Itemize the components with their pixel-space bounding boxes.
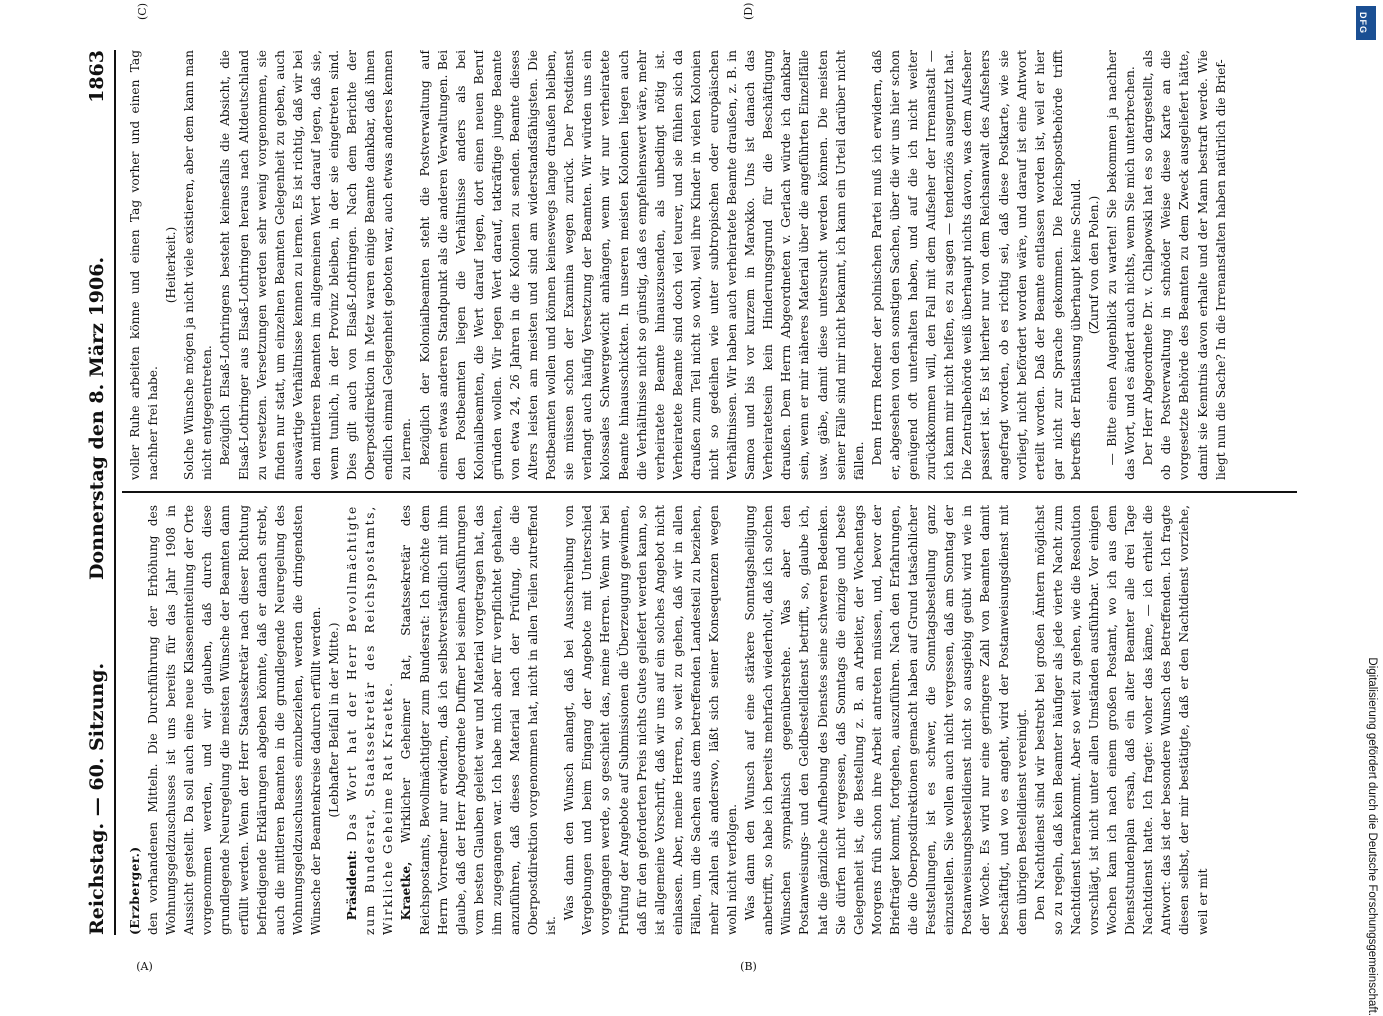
paragraph: Der Herr Abgeordnete Dr. v. Chlapowski hat es so dargestellt, als ob die Postverwaltung in schnöder Weise diese Karte an die vorgesetzte Behörde des Beamten zu dem Zweck ausgeliefert hätte, damit sie Kenntnis davon erhalte und der Mann bestraft werde. Wie liegt nun die Sache? In die Irrenanstalten haben natürlich die Brief-	[1141, 50, 1228, 480]
digitization-credit	[1352, 0, 1380, 1016]
paragraph: Den Nachtdienst sind wir bestrebt bei großen Ämtern möglichst so zu regeln, daß kein Beamter häufiger als jede vierte Nacht zum Nachtdienst herankommt. Aber so weit zu gehen, wie die Resolution vorschlägt, ist nicht unter allen Umständen ausführbar. Vor einigen Wochen kam ich nach einem großen Postamt, wo ich aus dem Dienststundenplan ersah, daß ein alter Beamter alle drei Tage Nachtdienst hatte. Ich fragte: woher das käme, — ich erhielt die Antwort: das ist der besondere Wunsch des Betreffenden. Ich fragte diesen selbst, der mir bestätigte, daß er den Nachtdienst vorziehe, weil er mit	[1032, 505, 1210, 935]
column-divider	[122, 491, 1297, 493]
page-header	[74, 50, 116, 935]
margin-marker-a: (A)	[136, 960, 153, 974]
stage-direction: (Zuruf von den Polen.)	[1086, 195, 1101, 335]
stage-direction: (Heiterkeit.)	[164, 226, 179, 304]
margin-marker-b: (B)	[740, 960, 757, 974]
dfg-logo: DFG	[1356, 6, 1376, 40]
paragraph-text: Wirklicher Geheimer Rat, Staatssekretär des Reichspostamts, Bevollmächtigter zum Bundesrat: Ich möchte dem Herrn Vorredner nur erwidern, daß ich selbstverständlich mit ihm glaube, daß der Herr Abgeordnete Duffner bei seinen Ausführungen vom besten Glauben geleitet war und Material vorgetragen hat, das ihm zugegangen war. Ich habe mich aber für verpflichtet gehalten, anzuführen, daß dieses Material nach der Prüfung, die die Oberpostdirektion vorgenommen hat, nicht in allen Teilen zutreffend ist.	[399, 505, 559, 935]
paragraph: Dem Herrn Redner der polnischen Partei muß ich erwidern, daß er, abgesehen von den sonstigen Sachen, über die wir uns hier schon genügend oft unterhalten haben, und auf die ich nicht weiter zurückkommen will, den Fall mit dem Aufseher der Irrenanstalt — ich kann mir nicht helfen, es zu sagen — tendenziös ausgenutzt hat. Die Zentralbehörde weiß überhaupt nichts davon, was dem Aufseher passiert ist. Es ist hierher nur von dem Reichsanwalt des Aufsehers angefragt worden, ob es richtig sei, daß diese Postkarte, wie sie vorliegt, nicht befördert worden wäre, und darauf ist eine Antwort erteilt worden. Daß der Beamte entlassen worden ist, weil er hier gar nicht zur Sprache gekommen. Die Reichspostbehörde trifft betreffs der Entlassung überhaupt keine Schuld.	[869, 50, 1083, 480]
paragraph: Was dann den Wunsch auf eine stärkere Sonntagsheiligung anbetrifft, so habe ich bereits mehrfach wiederholt, daß ich solchen Wünschen sympathisch gegenüberstehe. Was aber den Postanweisungs- und den Geldbestelldienst betrifft, so, glaube ich, hat die gänzliche Aufhebung des Dienstes seine schweren Bedenken. Sie dürfen nicht vergessen, daß Sonntags die einzige und beste Gelegenheit ist, die Bestellung z. B. an Arbeiter, der Wochentags Morgens früh schon ihre Arbeit antreten müssen, und, bevor der Briefträger kommt, fortgehen, auszuführen. Nach den Erfahrungen, die die Oberpostdirektionen gemacht haben auf Grund tatsächlicher Feststellungen, ist es schwer, die Sonntagsbestellung ganz einzustellen. Sie wollen auch nicht vergessen, daß am Sonntag der Postanweisungsbestelldienst nicht so ausgiebig geübt wird wie in der Woche. Es wird nur eine geringere Zahl von Beamten damit beschäftigt, und wo es angeht, wird der Postanweisungsdienst mit dem übrigen Bestelldienst vereinigt.	[743, 505, 1029, 935]
margin-marker-c: (C)	[136, 3, 149, 20]
kraetke-paragraph	[397, 505, 560, 935]
printed-page	[60, 2, 1305, 974]
speaker-intro: (Erzberger.)	[128, 846, 142, 935]
speaker-label: Präsident:	[345, 850, 360, 921]
speaker-label: Kraetke,	[399, 861, 414, 921]
credit-text: Digitalisierung gefördert durch die Deutsche Forschungsgemeinschaft.	[1366, 657, 1378, 1016]
paragraph: voller Ruhe arbeiten könne und einen Tag vorher und einen Tag nachher frei habe.	[128, 50, 161, 480]
paragraph: Bezüglich der Kolonialbeamten steht die Postverwaltung auf einem etwas anderen Standpunkt als die anderen Verwaltungen. Bei den Postbeamten liegen die Verhältnisse anders als bei Kolonialbeamten, die Wert darauf legen, dort einen neuen Beruf gründen wollen. Wir legen Wert darauf, tatkräftige junge Beamte von etwa 24, 26 Jahren in die Kolonien zu senden. Beamte dieses Alters leisten am meisten und sind am widerstandsfähigsten. Die Postbeamten wollen und können keineswegs lange draußen bleiben, sie müssen schon der Examina wegen zurück. Der Postdienst verlangt auch häufig Versetzung der Beamten. Wir würden uns ein kolossales Schwergewicht anhängen, wenn wir nur verheiratete Beamte hinausschickten. In unseren meisten Kolonien liegen auch die Verhältnisse nicht so günstig, daß es empfehlenswert wäre, mehr verheiratete Beamte hinauszusenden, als unbedingt nötig ist. Verheiratete Beamte sind doch viel teurer, und sie fühlen sich da draußen zum Teil nicht so wohl, weil ihre Kinder in vielen Kolonien nicht so gedeihen wie unter subtropischen oder europäischen Verhältnissen. Wir haben auch verheiratete Beamte draußen, z. B. in Samoa und bis vor kurzem in Marokko. Uns ist danach das Verheiratetsein kein Hinderungsgrund für die Beschäftigung draußen. Dem Herrn Abgeordneten v. Gerlach würde ich dankbar sein, wenn er mir näheres Material über die angeführten Einzelfälle usw. gäbe, damit diese untersucht werden können. Die meisten seiner Fälle sind mir nicht bekannt, ich kann ein Urteil darüber nicht fällen.	[417, 50, 866, 480]
president-paragraph	[343, 505, 397, 935]
header-date: Donnerstag den 8. März 1906.	[86, 256, 108, 580]
stage-direction: (Lebhafter Beifall in der Mitte.)	[327, 622, 342, 818]
paragraph: Bezüglich Elsaß-Lothringens besteht keinesfalls die Absicht, die Elsaß-Lothringer aus Elsaß-Lothringen heraus nach Altdeutschland zu versetzen. Versetzungen werden sehr wenig vorgenommen, sie finden nur statt, um einzelnen Beamten Gelegenheit zu geben, auch auswärtige Verhältnisse kennen zu lernen. Es ist richtig, daß wir bei den mittleren Beamten im allgemeinen Wert darauf legen, daß sie, wenn tunlich, in der Provinz bleiben, in der sie eingetreten sind. Dies gilt auch von Elsaß-Lothringen. Nach dem Berichte der Oberpostdirektion in Metz waren einige Beamte dankbar, daß ihnen endlich einmal Gelegenheit geboten war, auch etwas anderes kennen zu lernen.	[218, 50, 414, 480]
paragraph-text: Das Wort hat der Herr Bevollmächtigte zum Bundesrat, Staatssekretär des Reichspostamts, Wirkliche Geheime Rat Kraetke.	[345, 505, 396, 935]
paragraph: Solche Wünsche mögen ja nicht viele existieren, aber dem kann man nicht entgegentreten.	[182, 50, 215, 480]
header-left: Reichstag. — 60. Sitzung.	[86, 662, 108, 935]
left-column	[126, 505, 1296, 935]
page-number: 1863	[86, 50, 108, 103]
margin-marker-d: (D)	[742, 2, 755, 20]
paragraph: — Bitte einen Augenblick zu warten! Sie bekommen ja nachher das Wort, und es ändert auch nichts, wenn Sie mich unterbrechen.	[1105, 50, 1138, 480]
paragraph: Was dann den Wunsch anlangt, daß bei Ausschreibung von Vergebungen und beim Eingang der Angebote mit Unterschied vorgegangen werde, so geschieht das, meine Herren. Wenn wir bei Prüfung der Angebote auf Submissionen die Überzeugung gewinnen, daß für den geforderten Preis nichts Gutes geliefert werden kann, so ist allgemeine Vorschrift, daß wir uns auf ein solches Angebot nicht einlassen. Aber, meine Herren, so weit zu gehen, daß wir in allen Fällen, um die Sachen aus dem betreffenden Landesteil zu beziehen, mehr zahlen als anderswo, läßt sich seiner Konsequenzen wegen wohl nicht verfolgen.	[562, 505, 740, 935]
right-column	[126, 50, 1296, 480]
paragraph: den vorhandenen Mitteln. Die Durchführung der Erhöhung des Wohnungsgeldzuschusses ist uns bereits für das Jahr 1908 in Aussicht gestellt. Da soll auch eine neue Klasseneinteilung der Orte vorgenommen werden, und wir glauben, daß durch diese grundlegende Neuregelung die meisten Wünsche der Beamten dann erfüllt werden. Wenn der Herr Staatssekretär nach dieser Richtung befriedigende Erklärungen abgeben könnte, daß er danach strebt, auch die mittleren Beamten in die grundlegende Neuregelung des Wohnungsgeldzuschusses einzubeziehen, werden die dringendsten Wünsche der Beamtenkreise dadurch erfüllt werden.	[146, 505, 323, 935]
